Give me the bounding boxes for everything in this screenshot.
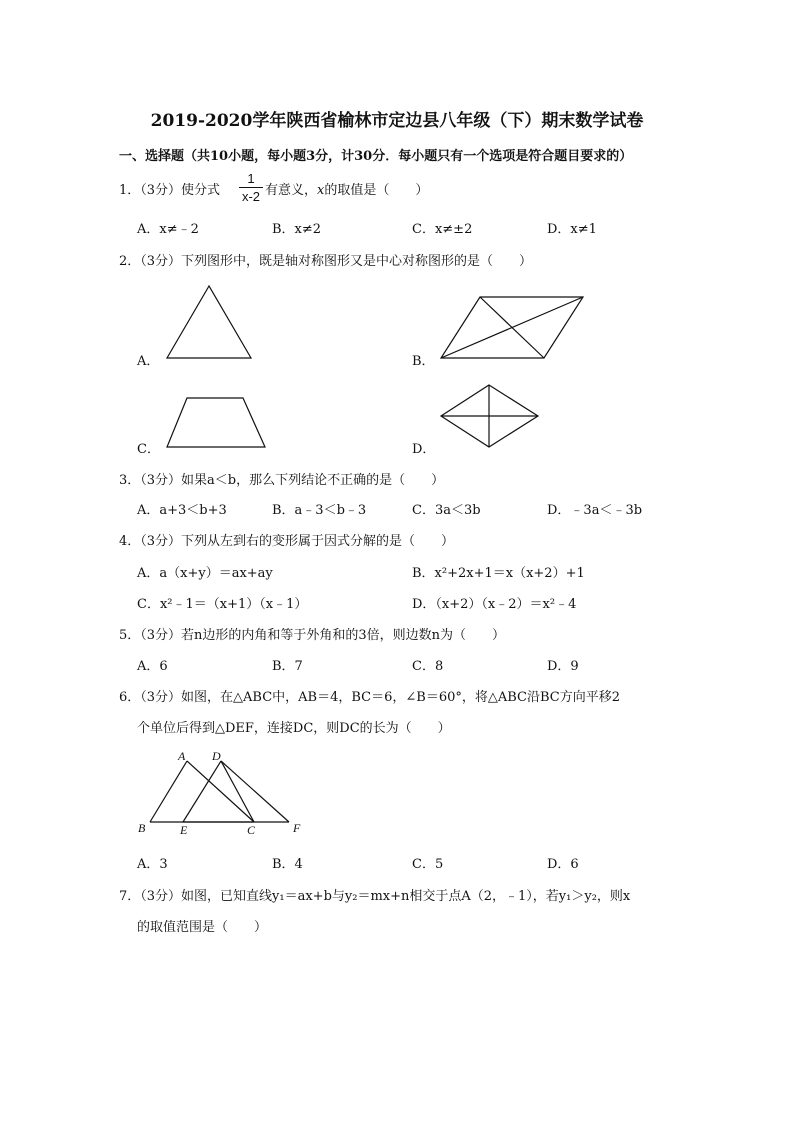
q2-label-a: A． — [137, 354, 160, 369]
q1-option-c: C．x≠±2 — [412, 222, 473, 237]
question-7-line-1: 7．（3分）如图，已知直线y₁＝ax+b与y₂＝mx+n相交于点A（2，﹣1），若y₁＞y₂，则x — [119, 889, 631, 904]
question-1-mid: 有意义， — [265, 183, 318, 198]
q4-option-b: B．x²+2x+1＝x（x+2）+1 — [412, 566, 585, 581]
question-5: 5．（3分）若n边形的内角和等于外角和的3倍，则边数n为（ ） — [119, 628, 506, 643]
question-6-line-1: 6．（3分）如图，在△ABC中，AB＝4，BC＝6，∠B＝60°，将△ABC沿BC方向平移2 — [119, 690, 621, 705]
segment-dc — [221, 761, 254, 822]
page-title: 2019-2020学年陕西省榆林市定边县八年级（下）期末数学试卷 — [150, 111, 644, 131]
q3-option-b: B．a﹣3＜b﹣3 — [272, 503, 367, 518]
point-label-b: B — [138, 821, 146, 835]
question-1-post: 的取值是（ ） — [324, 183, 429, 198]
point-label-c: C — [247, 823, 256, 837]
q3-option-d: D．﹣3a＜﹣3b — [547, 503, 643, 518]
q3-option-c: C．3a＜3b — [412, 503, 481, 518]
question-4: 4．（3分）下列从左到右的变形属于因式分解的是（ ） — [119, 534, 455, 549]
q5-option-d: D．9 — [547, 659, 579, 674]
point-label-d: D — [212, 749, 221, 763]
q6-option-a: A．3 — [137, 857, 168, 872]
point-label-a: A — [178, 749, 186, 763]
q1-option-b: B．x≠2 — [272, 222, 322, 237]
point-label-f: F — [293, 821, 301, 835]
question-2: 2．（3分）下列图形中，既是轴对称图形又是中心对称图形的是（ ） — [119, 254, 533, 269]
q5-option-a: A．6 — [137, 659, 168, 674]
fraction-numerator: 1 — [239, 171, 263, 188]
question-1-prefix: 1．（3分）使分式 — [119, 183, 221, 198]
q5-option-c: C．8 — [412, 659, 444, 674]
triangle-def — [183, 761, 289, 822]
question-6-line-2: 个单位后得到△DEF，连接DC，则DC的长为（ ） — [137, 721, 451, 736]
q2-label-b: B． — [412, 354, 435, 369]
question-7-line-2: 的取值范围是（ ） — [137, 920, 268, 935]
q6-option-c: C．5 — [412, 857, 444, 872]
q4-option-a: A．a（x+y）＝ax+ay — [137, 566, 273, 581]
q1-option-d: D．x≠1 — [547, 222, 597, 237]
section-heading: 一、选择题（共10小题，每小题3分，计30分．每小题只有一个选项是符合题目要求的） — [119, 149, 633, 164]
q2-label-c: C． — [137, 442, 160, 457]
q2-label-d: D． — [412, 442, 436, 457]
question-1-var: x — [317, 183, 325, 198]
q5-option-b: B．7 — [272, 659, 303, 674]
point-label-e: E — [180, 823, 188, 837]
q6-option-d: D．6 — [547, 857, 579, 872]
q4-option-d: D．（x+2）（x﹣2）＝x²﹣4 — [412, 597, 577, 612]
q4-option-c: C．x²﹣1＝（x+1）（x﹣1） — [137, 597, 308, 612]
q3-option-a: A．a+3＜b+3 — [137, 503, 227, 518]
question-3: 3．（3分）如果a＜b，那么下列结论不正确的是（ ） — [119, 473, 445, 488]
q1-option-a: A．x≠﹣2 — [137, 222, 199, 237]
q6-option-b: B．4 — [272, 857, 303, 872]
fraction-denominator: x-2 — [241, 189, 261, 204]
